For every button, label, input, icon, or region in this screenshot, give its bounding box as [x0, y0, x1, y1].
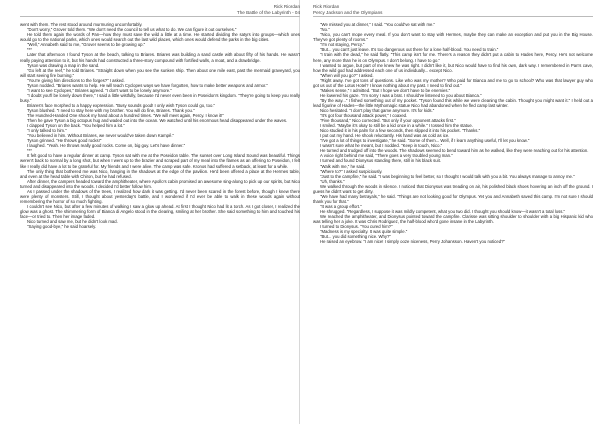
paragraph: "I'm not staying, Percy." [320, 42, 365, 48]
paragraph: I turned and found Dionysus standing there, still in his black suit. [320, 158, 441, 164]
paragraph: "I only talked to him." [27, 128, 67, 134]
paragraph: "You believed in him. Without Briares, we never would've taken down Kampê." [27, 133, 175, 139]
paragraph: Nico turned and saw me, but he didn't look mad. [27, 219, 118, 225]
paragraph: Tyson was drawing a map in the sand. [27, 62, 100, 68]
paragraph: "Nico, you can't mope every meal. If you don't want to stay with Hermes, maybe they can make an exception and put you in the Big House. They've got plenty of rooms." [313, 32, 593, 43]
paragraph: Tyson blushed. "I need to stay here with my brother. You will do fine, Briares. Thank you." [27, 107, 195, 113]
paragraph: After dinner, the campers headed toward the amphitheater, where Apollo's cabin promised an awesome sing-along to pick up our spirits, but Nico turned and disappeared into the woods. I decided I'd better follow him. [20, 178, 300, 189]
paragraph: "Don't worry," Grover told them. "We don't need the council to tell us what to do. We can figure it out ourselves." [27, 27, 237, 33]
paragraph: The only thing that bothered me was Nico, hanging in the shadows at the edge of the pavilion. He'd been offered a place at the Hermes table, and even at the head table with Chiron, but he had refused. [20, 168, 300, 179]
paragraph: "I want to see Cyclopes," Briares agreed. "I don't want to be lonely anymore." [27, 87, 172, 93]
paragraph: Briares's face morphed to a happy expression. "Busy sounds good! I only wish Tyson could go, too." [27, 102, 216, 108]
paragraph: I turned to Dionysus. "You cured him?" [320, 224, 393, 230]
right-header-author: Rick Riordan [313, 4, 340, 9]
paragraph: "I doubt you'll be lonely down there," I said a little wistfully, because I'd never even been in Poseidon's kingdom. "They're going to keep you really busy." [20, 92, 300, 103]
paragraph: "You're giving him directions to the forges?" I asked. [27, 77, 125, 83]
paragraph: "Uh, thanks." [320, 178, 345, 184]
paragraph: "Where to?" I asked suspiciously. [320, 168, 383, 174]
paragraph: Tyson grinned. "He throws good rocks!" [27, 138, 102, 144]
paragraph: "Right away. I've got tons of questions. Like who was my mother? Who paid for Bianca and me to go to school? Who was that lawyer guy who got us out of the Lotus Hotel? I know nothing about my past. I need to find out." [313, 77, 593, 88]
paragraph: "Saying good-bye," he said hoarsely. [27, 224, 97, 230]
paragraph: went with them. The rest stood around murmuring uncomfortably. [20, 22, 143, 28]
paragraph: I wasn't sure what he meant, but I nodded. "Keep in touch, Nico." [320, 143, 443, 149]
left-header-title: The Battle of the Labyrinth - 04 [236, 9, 300, 15]
paragraph: He turned and trudged off into the woods. The shadows seemed to bend toward him as he walked, like they were reaching out for his attention. [320, 148, 589, 154]
paragraph: "Walk with me," he said. [320, 163, 366, 169]
paragraph: "Well," Annabeth said to me, "Grover seems to be growing up." [27, 42, 146, 48]
paragraph: Then he gave Tyson a big octopus hug and waded out into the ocean. We watched until his enormous head disappeared under the waves. [27, 118, 288, 124]
paragraph: "It's got four thousand attack power," I coaxed. [320, 113, 408, 119]
left-page-header [20, 4, 300, 17]
paragraph: "Just to the campfire," he said. "I was beginning to feel better, so I thought I would talk with you a bit. You always manage to annoy me." [320, 173, 575, 179]
left-header-author: Rick Riordan [273, 4, 300, 9]
paragraph: *** [27, 148, 32, 154]
paragraph: "I train with the dead," he said flatly. "This camp isn't for me. There's a reason they didn't put a cabin to Hades here, Percy. He's not welcome here, any more than he is on Olympus. I don't belong. I have to go." [313, 52, 593, 63]
paragraph: He raised an eyebrow. "I am nice! I simply ooze niceness, Perry Johansson. Haven't you noticed?" [320, 239, 506, 245]
right-header-title: Percy Jackson and the Olympians [313, 9, 383, 15]
paragraph: "But... you did something nice. Why?" [320, 234, 391, 240]
paragraph: He told them again the words of Pan—how they must save the wild a little at a time. He started dividing the satyrs into groups—which ones would go to the national parks, which ones would search out the last wild places, which ones would defend the parks in the big cities. [20, 32, 300, 43]
paragraph: "We missed you at dinner," I said. "You could've sat with me." [320, 22, 436, 28]
paragraph: I smiled. "Maybe it's okay to still be a kid once in a while." I tossed him the statue. [320, 123, 473, 129]
paragraph: "Go left at the reef," he told Briares. "Straight down when you see the sunken ship. Then about one mile east, past the mermaid graveyard, you will start seeing fire burning." [20, 67, 300, 78]
paragraph: A voice right behind me said, "There goes a very troubled young man." [320, 153, 453, 159]
paragraph: "Five thousand," Nico corrected. "But only if your opponent attacks first." [320, 118, 456, 124]
paragraph: We reached the amphitheater, and Dionysus pointed toward the campfire. Clarisse was sitting shoulder to shoulder with a big Hispanic kid who was telling her a joke. It was Chris Rodriguez, the half-blood who'd gone insane in the Labyrinth. [313, 213, 593, 225]
paragraph: I laughed. "Yeah. He throws really good rocks. Come on, big guy. Let's have dinner." [27, 143, 186, 149]
paragraph: "By the way..." I fished something out of my pocket. "Tyson found this while we were cleaning the cabin. Thought you might want it." I held out a lead figurine of Hades—the little Mythomagic statue Nico had abandoned when he fled camp last winter. [313, 97, 593, 108]
paragraph: Nico hesitated. "I don't play that game anymore. It's for kids." [320, 107, 435, 113]
paragraph: I wanted to argue, but part of me knew he was right. I didn't like it, but Nico would have to find his own, dark way. I remembered in Pan's cave, how the wild god had addressed each one of us individually... except Nico. [313, 62, 593, 73]
right-page-header [313, 4, 593, 17]
paragraph: "Madness is my specialty. It was quite simple." [320, 229, 408, 235]
paragraph: *** [27, 47, 32, 53]
left-page [20, 4, 300, 420]
paragraph: "No." [320, 27, 330, 33]
paragraph: "Makes sense," I admitted. "But I hope we don't have to be enemies." [320, 87, 451, 93]
paragraph: "We have had many betrayals," he said. "Things are not looking good for Olympus. Yet you and Annabeth saved this camp. I'm not sure I should thank you for that." [313, 193, 593, 204]
paragraph: Nico studied it in his palm for a few seconds, then slipped it into his pocket. "Thanks." [320, 128, 481, 134]
paragraph: "When will you go?" I asked. [320, 72, 374, 78]
paragraph: He shrugged. "Regardless, I suppose it was mildly competent, what you two did. I thought you should know—it wasn't a total loss." [320, 208, 566, 214]
paragraph: As I passed under the shadows of the trees, I realized how dark it was getting. I'd never been scared in the forest before, though I knew there were plenty of monsters. Still, I thought about yesterday's battle, and I wondered if I'd ever be able to walk in these woods again without remembering the horror of so much fighting. [20, 188, 300, 204]
right-page-text [313, 22, 593, 244]
paragraph: We walked through the woods in silence. I noticed that Dionysus was treading on air, his polished black shoes hovering an inch off the ground. I guess he didn't want to get dirty. [313, 183, 593, 194]
paragraph: Later that afternoon I found Tyson at the beach, talking to Briares. Briares was building a sand castle with about fifty of his hands. He wasn't really paying attention to it, but his hands had constructed a three-story compound with fortified walls, a moat, and a drawbridge. [20, 52, 300, 63]
paragraph: He lowered his gaze. "I'm sorry I was a brat. I should've listened to you about Bianca." [320, 92, 482, 98]
paragraph: Tyson nodded. "Briares wants to help. He will teach Cyclopes ways we have forgotten, how to make better weapons and armor." [27, 82, 268, 88]
right-page [313, 4, 593, 420]
paragraph: "I've got a lot of things to investigate," he said. "Some of them... Well, if I learn anything useful, I'll let you know." [320, 138, 530, 144]
paragraph: I couldn't see Nico, but after a few minutes of walking I saw a glow up ahead. At first I thought Nico had lit a torch. As I got closer, I realized the glow was a ghost. The shimmering form of Bianca di Angelo stood in the clearing, smiling at her brother. She said something to him and touched his face—or tried to. Then her image faded. [20, 203, 300, 219]
paragraph: It felt good to have a regular dinner at camp. Tyson sat with me at the Poseidon table. The sunset over Long Island Sound was beautiful. Things weren't back to normal by a long shot, but when I went up to the brazier and scraped part of my meal into the flames as an offering to Poseidon, I felt like I really did have a lot to be grateful for. My friends and I were alive. The camp was safe. Kronos had suffered a setback, at least for a while. [20, 153, 300, 169]
left-page-text [20, 22, 300, 229]
paragraph: "But... you can't just leave. It's too dangerous out there for a lone half-blood. You need to train." [320, 47, 499, 53]
paragraph: The Hundred-Handed One shook my hand about a hundred times. "We will meet again, Percy. I know it!" [27, 113, 224, 119]
paragraph: "It was a group effort." [320, 203, 362, 209]
paragraph: I clapped Tyson on the back. "You helped him a lot." [27, 123, 125, 129]
paragraph: I put out my hand. He shook reluctantly. His hand was as cold as ice. [320, 133, 450, 139]
